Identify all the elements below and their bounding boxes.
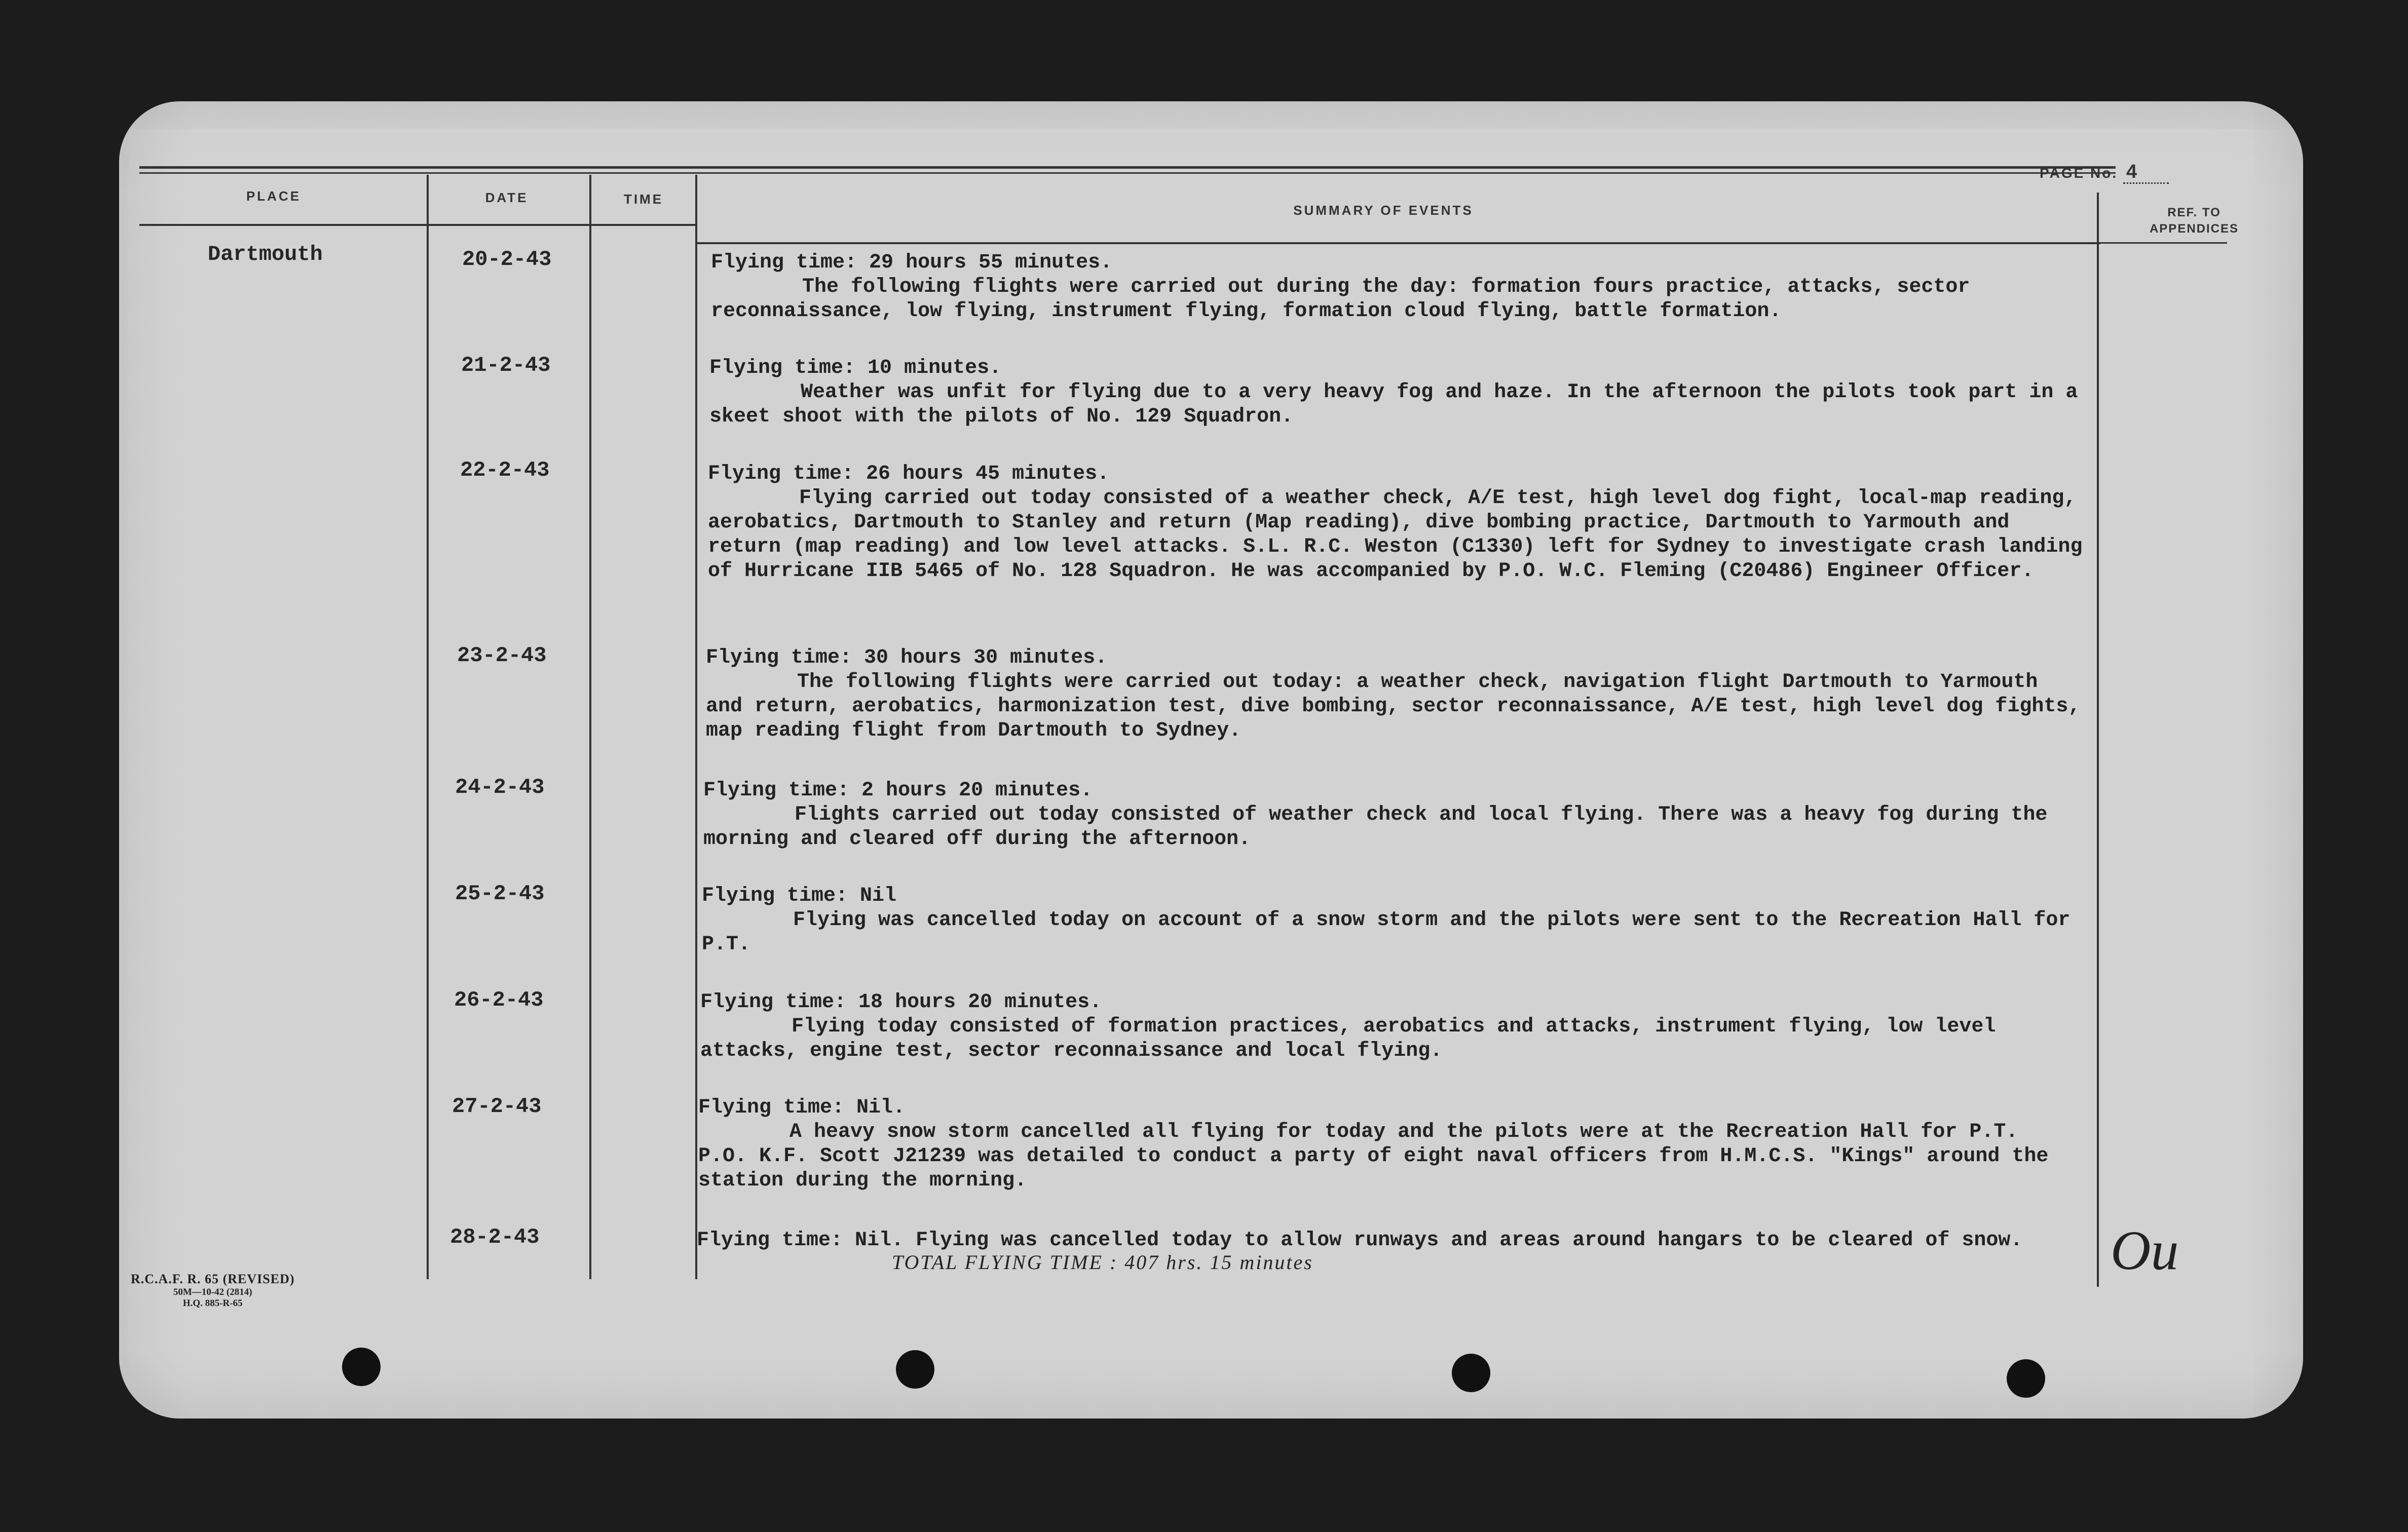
top-rule bbox=[139, 166, 2116, 169]
initials-signature: Ou bbox=[2111, 1219, 2179, 1281]
header-time: TIME bbox=[623, 192, 664, 207]
entry-23-head: Flying time: 30 hours 30 minutes. bbox=[706, 646, 1108, 669]
entry-28 bbox=[697, 1229, 2075, 1253]
binder-hole bbox=[896, 1350, 934, 1389]
divider-time-summary bbox=[695, 175, 697, 1279]
entry-20 bbox=[711, 251, 2089, 324]
divider-date-time bbox=[589, 175, 591, 1279]
entry-25-body: Flying was cancelled today on account of a snow storm and the pilots were sent to the Recreation Hall for P.T. bbox=[702, 909, 2071, 956]
header-ref bbox=[2098, 205, 2290, 237]
entry-24-head: Flying time: 2 hours 20 minutes. bbox=[703, 779, 1093, 802]
binder-hole bbox=[342, 1348, 381, 1386]
place-value: Dartmouth bbox=[208, 242, 323, 266]
header-rule bbox=[139, 224, 697, 226]
date-27: 27-2-43 bbox=[452, 1094, 542, 1119]
entry-21-body: Weather was unfit for flying due to a very heavy fog and haze. In the afternoon the pilots took part in a skeet shoot with the pilots of No. 129 Squadron. bbox=[709, 381, 2078, 428]
header-summary: SUMMARY OF EVENTS bbox=[1293, 203, 1474, 218]
entry-23 bbox=[706, 646, 2084, 743]
entry-22-head: Flying time: 26 hours 45 minutes. bbox=[708, 463, 1110, 485]
binder-hole bbox=[2007, 1359, 2045, 1398]
header-place: PLACE bbox=[246, 188, 302, 204]
binder-hole bbox=[1452, 1354, 1490, 1392]
total-flying-time-note: TOTAL FLYING TIME : 407 hrs. 15 minutes bbox=[892, 1251, 1313, 1274]
entry-23-body: The following flights were carried out today: a weather check, navigation flight Dartmouth to Yarmouth and return, aerobatics, harmonization test, dive bombing, sector reconnaissance, A/E test, high level dog fights, map reading flight from Dartmouth to Sydney. bbox=[706, 671, 2081, 742]
header-rule-ref bbox=[2100, 242, 2227, 244]
header-ref-line2: APPENDICES bbox=[2149, 222, 2239, 236]
page-number bbox=[2040, 161, 2169, 183]
header-ref-line1: REF. TO bbox=[2167, 206, 2221, 219]
entry-21-head: Flying time: 10 minutes. bbox=[709, 357, 1002, 379]
date-20: 20-2-43 bbox=[462, 247, 552, 272]
entry-20-head: Flying time: 29 hours 55 minutes. bbox=[711, 251, 1113, 274]
date-23: 23-2-43 bbox=[457, 643, 547, 668]
date-21: 21-2-43 bbox=[461, 353, 551, 377]
divider-place-date bbox=[427, 175, 429, 1279]
entry-22-body: Flying carried out today consisted of a weather check, A/E test, high level dog fight, local-map reading, aerobatics, Dartmouth to Stanley and return (Map reading), dive bombing practice, Dartmouth to Yarmouth and return (map reading) and low level attacks. S.L. R.C. Weston (C1330) left for Sydney to investigate crash landing of Hurricane IIB 5465 of No. 128 Squadron. He was accompanied by P.O. W.C. Fleming (C20486) Engineer Officer. bbox=[708, 487, 2083, 583]
entry-22 bbox=[708, 462, 2086, 584]
entry-21 bbox=[709, 356, 2088, 429]
entry-26 bbox=[700, 990, 2079, 1063]
header-rule-summary bbox=[697, 242, 2100, 244]
date-26: 26-2-43 bbox=[454, 988, 544, 1012]
entry-24-body: Flights carried out today consisted of weather check and local flying. There was a heavy fog during the morning and cleared off during the afternoon. bbox=[703, 803, 2048, 851]
form-line2: 50M—10-42 (2814) bbox=[173, 1287, 252, 1297]
form-line1: R.C.A.F. R. 65 (REVISED) bbox=[131, 1272, 295, 1286]
entry-25 bbox=[702, 884, 2080, 957]
entry-27 bbox=[698, 1096, 2077, 1193]
entry-26-head: Flying time: 18 hours 20 minutes. bbox=[700, 991, 1102, 1014]
date-24: 24-2-43 bbox=[455, 775, 545, 799]
header-date: DATE bbox=[485, 190, 529, 205]
entry-27-head: Flying time: Nil. bbox=[698, 1096, 906, 1119]
date-28: 28-2-43 bbox=[450, 1225, 540, 1249]
entry-27-body: A heavy snow storm cancelled all flying for today and the pilots were at the Recreation Hall for P.T. P.O. K.F. Scott J21239 was detailed to conduct a party of eight naval officers from H.M.C.S. "Kings" around the station during the morning. bbox=[698, 1121, 2049, 1192]
page-number-value: 4 bbox=[2123, 161, 2169, 184]
entry-28-head: Flying time: Nil. Flying was cancelled today to allow runways and areas around hangars to be cleared of snow. bbox=[697, 1229, 2023, 1252]
page-label: PAGE No. bbox=[2040, 165, 2118, 181]
entry-26-body: Flying today consisted of formation practices, aerobatics and attacks, instrument flying, low level attacks, engine test, sector reconnaissance and local flying. bbox=[700, 1015, 1996, 1062]
date-25: 25-2-43 bbox=[455, 882, 545, 906]
entry-20-body: The following flights were carried out during the day: formation fours practice, attacks, sector reconnaissance, low flying, instrument flying, formation cloud flying, battle formation. bbox=[711, 276, 1970, 323]
divider-summary-ref bbox=[2097, 193, 2099, 1287]
form-line3: H.Q. 885-R-65 bbox=[182, 1298, 243, 1309]
date-22: 22-2-43 bbox=[460, 458, 550, 482]
top-rule-2 bbox=[139, 172, 2116, 174]
entry-24 bbox=[703, 779, 2082, 852]
form-number bbox=[131, 1272, 295, 1309]
entry-25-head: Flying time: Nil bbox=[702, 885, 897, 907]
